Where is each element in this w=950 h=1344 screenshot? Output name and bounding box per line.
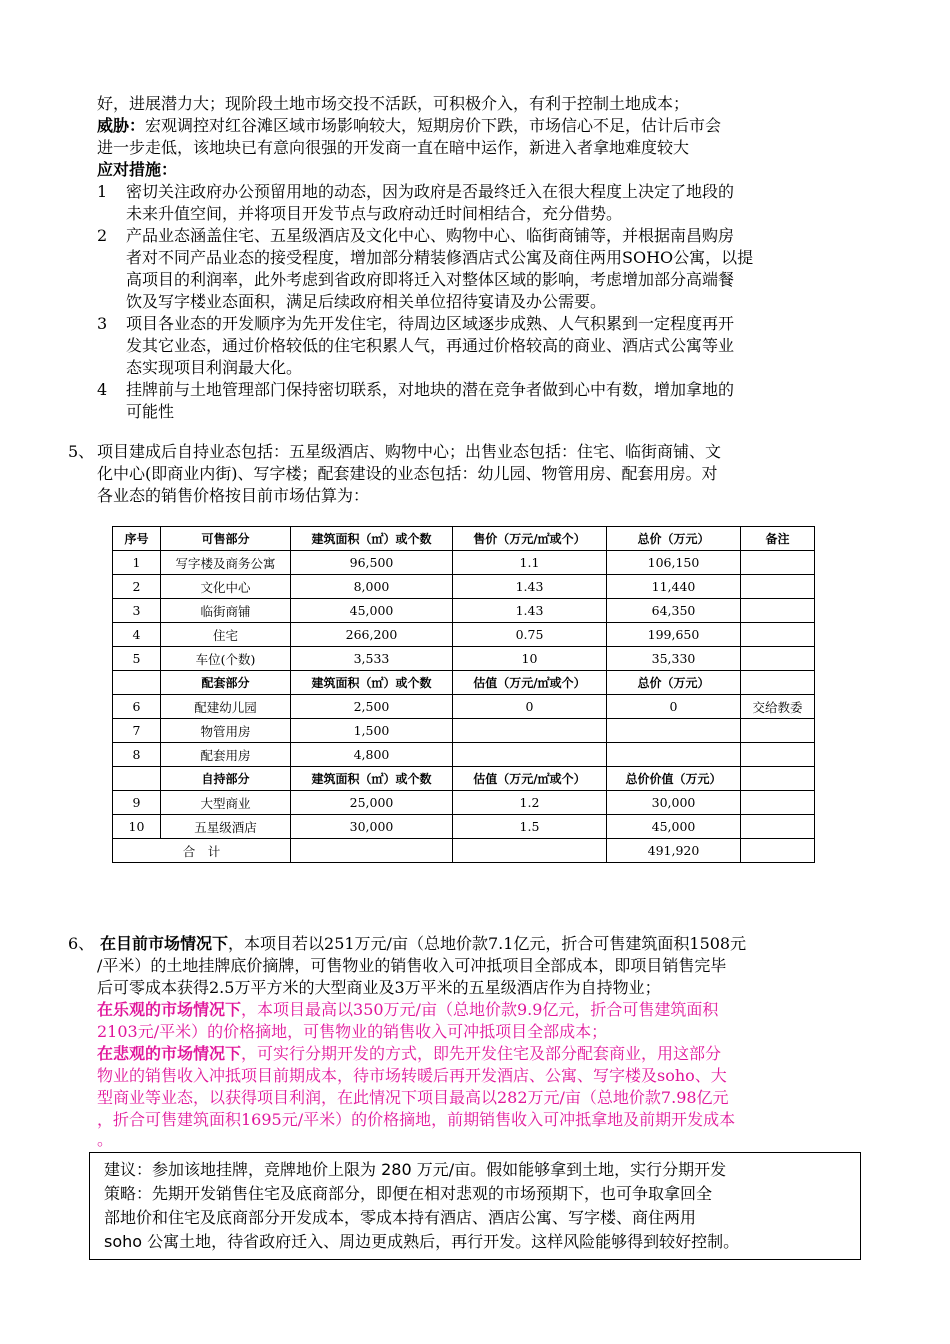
table-cell: 30,000 [607, 791, 741, 815]
table-cell: 五星级酒店 [161, 815, 291, 839]
table-cell [453, 743, 607, 767]
scenario-text: ，本项目最高以350万元/亩（总地价款9.9亿元，折合可售建筑面积 [241, 1000, 719, 1019]
list-item-line: 发其它业态，通过价格较低的住宅积累人气，再通过价格较高的商业、酒店式公寓等业 [126, 336, 735, 355]
table-cell: 1 [113, 551, 161, 575]
table-subheader-row [113, 671, 815, 695]
table-cell [741, 551, 815, 575]
text-line: 项目建成后自持业态包括：五星级酒店、购物中心；出售业态包括：住宅、临街商铺、文 [97, 442, 722, 461]
table-cell: 8,000 [291, 575, 453, 599]
table-cell: 9 [113, 791, 161, 815]
header-cell: 备注 [741, 527, 815, 551]
header-cell: 配套部分 [161, 671, 291, 695]
table-cell: 30,000 [291, 815, 453, 839]
text-line: /平米）的土地挂牌底价摘牌，可售物业的销售收入可冲抵项目全部成本，即项目销售完毕 [97, 956, 727, 975]
text-line [97, 1000, 718, 1020]
table-cell: 106,150 [607, 551, 741, 575]
header-cell: 可售部分 [161, 527, 291, 551]
table-cell: 物管用房 [161, 719, 291, 743]
threat-text: 宏观调控对红谷滩区域市场影响较大，短期房价下跌，市场信心不足，估计后市会 [145, 116, 722, 135]
table-cell [741, 647, 815, 671]
list-number: 3 [97, 314, 108, 333]
text-line: 物业的销售收入冲抵项目前期成本，待市场转暖后再开发酒店、公寓、写字楼及soho、大 [97, 1066, 727, 1085]
list-item-line: 项目各业态的开发顺序为先开发住宅，待周边区域逐步成熟、人气积累到一定程度再开 [126, 314, 735, 333]
table-cell [741, 719, 815, 743]
header-cell [113, 767, 161, 791]
table-subheader-row [113, 767, 815, 791]
table-cell [741, 815, 815, 839]
table-cell: 10 [453, 647, 607, 671]
list-item-line: 高项目的利润率，此外考虑到省政府即将迁入对整体区域的影响，考虑增加部分高端餐 [126, 270, 735, 289]
header-cell: 估值（万元/㎡或个） [453, 767, 607, 791]
suggestion-line: 建议：参加该地挂牌，竞牌地价上限为 280 万元/亩。假如能够拿到土地，实行分期开发 [104, 1160, 727, 1179]
table-row [113, 695, 815, 719]
header-cell: 总价（万元） [607, 527, 741, 551]
text-line [97, 116, 721, 136]
table-cell [607, 719, 741, 743]
suggestion-box [89, 1152, 861, 1260]
price-table [112, 526, 815, 863]
table-cell: 8 [113, 743, 161, 767]
table-cell: 2 [113, 575, 161, 599]
table-cell: 96,500 [291, 551, 453, 575]
list-item-line: 未来升值空间，并将项目开发节点与政府动迁时间相结合，充分借势。 [126, 204, 623, 223]
table-cell: 1.43 [453, 575, 607, 599]
table-cell: 7 [113, 719, 161, 743]
table-row [113, 815, 815, 839]
section-number: 5、 [68, 442, 95, 461]
table-cell [741, 575, 815, 599]
header-cell: 总价（万元） [607, 671, 741, 695]
list-item-line: 饮及写字楼业态面积，满足后续政府相关单位招待宴请及办公需要。 [126, 292, 607, 311]
table-cell: 1,500 [291, 719, 453, 743]
table-cell: 住宅 [161, 623, 291, 647]
table-row [113, 623, 815, 647]
suggestion-line: 部地价和住宅及底商部分开发成本，零成本持有酒店、酒店公寓、写字楼、商住两用 [104, 1208, 697, 1227]
header-cell [741, 671, 815, 695]
list-number: 4 [97, 380, 108, 399]
table-cell: 35,330 [607, 647, 741, 671]
text-line: 化中心(即商业内街)、写字楼；配套建设的业态包括：幼儿园、物管用房、配套用房。对 [97, 464, 718, 483]
header-cell: 售价（万元/㎡或个） [453, 527, 607, 551]
text-line: 2103元/平米）的价格摘地，可售物业的销售收入可冲抵项目全部成本； [97, 1022, 608, 1041]
list-item-line: 产品业态涵盖住宅、五星级酒店及文化中心、购物中心、临街商铺等，并根据南昌购房 [126, 226, 735, 245]
table-cell: 配建幼儿园 [161, 695, 291, 719]
scenario-text: ，本项目若以251万元/亩（总地价款7.1亿元，折合可售建筑面积1508元 [228, 934, 747, 953]
table-cell: 交给教委 [741, 695, 815, 719]
table-cell: 文化中心 [161, 575, 291, 599]
table-cell: 1.1 [453, 551, 607, 575]
table-cell [741, 623, 815, 647]
total-value: 491,920 [607, 839, 741, 863]
text-line: ，折合可售建筑面积1695元/平米）的价格摘地，前期销售收入可冲抵拿地及前期开发成本 [97, 1110, 736, 1129]
table-cell: 6 [113, 695, 161, 719]
table-cell: 1.2 [453, 791, 607, 815]
header-cell [741, 767, 815, 791]
table-cell: 64,350 [607, 599, 741, 623]
table-cell: 266,200 [291, 623, 453, 647]
header-cell: 自持部分 [161, 767, 291, 791]
table-header-row [113, 527, 815, 551]
text-line: 进一步走低，该地块已有意向很强的开发商一直在暗中运作，新进入者拿地难度较大 [97, 138, 690, 157]
table-cell: 0 [453, 695, 607, 719]
table-cell [607, 743, 741, 767]
total-label: 合 计 [113, 839, 291, 863]
table-cell: 3 [113, 599, 161, 623]
list-item-line: 可能性 [126, 402, 175, 421]
table-cell [291, 839, 453, 863]
suggestion-line: 策略：先期开发销售住宅及底商部分，即便在相对悲观的市场预期下，也可争取拿回全 [104, 1184, 713, 1203]
header-cell: 序号 [113, 527, 161, 551]
table-cell: 199,650 [607, 623, 741, 647]
table-cell [741, 839, 815, 863]
table-row [113, 791, 815, 815]
table-cell: 10 [113, 815, 161, 839]
table-cell: 11,440 [607, 575, 741, 599]
table-cell [453, 839, 607, 863]
table-cell: 配套用房 [161, 743, 291, 767]
text-line: 型商业等业态，以获得项目利润，在此情况下项目最高以282万元/亩（总地价款7.98亿元 [97, 1088, 729, 1107]
table-row [113, 575, 815, 599]
table-cell [453, 719, 607, 743]
text-line [97, 1044, 721, 1064]
list-item-line: 密切关注政府办公预留用地的动态，因为政府是否最终迁入在很大程度上决定了地段的 [126, 182, 735, 201]
table-cell: 0.75 [453, 623, 607, 647]
table-cell: 25,000 [291, 791, 453, 815]
table-cell [741, 599, 815, 623]
list-item-line: 态实现项目利润最大化。 [126, 358, 303, 377]
table-cell [741, 743, 815, 767]
table-cell: 45,000 [291, 599, 453, 623]
table-row [113, 599, 815, 623]
text-line: 好，进展潜力大；现阶段土地市场交投不活跃，可积极介入，有利于控制土地成本； [97, 94, 690, 113]
suggestion-line: soho 公寓土地，待省政府迁入、周边更成熟后，再行开发。这样风险能够得到较好控制。 [104, 1232, 740, 1251]
text-line: 后可零成本获得2.5万平方米的大型商业及3万平米的五星级酒店作为自持物业； [97, 978, 661, 997]
table-row [113, 551, 815, 575]
scenario-pessimistic: 在悲观的市场情况下 [97, 1044, 242, 1063]
table-cell: 大型商业 [161, 791, 291, 815]
table-cell: 写字楼及商务公寓 [161, 551, 291, 575]
table-cell: 1.43 [453, 599, 607, 623]
table-cell: 1.5 [453, 815, 607, 839]
table-cell: 车位(个数) [161, 647, 291, 671]
header-cell: 建筑面积（㎡）或个数 [291, 767, 453, 791]
text-line: 。 [97, 1130, 114, 1149]
list-number: 2 [97, 226, 108, 245]
table-cell: 45,000 [607, 815, 741, 839]
table-row [113, 743, 815, 767]
section-number: 6、 [68, 934, 95, 953]
scenario-text: ，可实行分期开发的方式，即先开发住宅及部分配套商业，用这部分 [241, 1044, 722, 1063]
table-cell: 2,500 [291, 695, 453, 719]
scenario-optimistic: 在乐观的市场情况下 [97, 1000, 242, 1019]
table-cell [741, 791, 815, 815]
table-total-row [113, 839, 815, 863]
table-row [113, 647, 815, 671]
list-number: 1 [97, 182, 108, 201]
table-cell: 0 [607, 695, 741, 719]
header-cell: 估值（万元/㎡或个） [453, 671, 607, 695]
header-cell: 建筑面积（㎡）或个数 [291, 671, 453, 695]
header-cell [113, 671, 161, 695]
text-line: 各业态的销售价格按目前市场估算为： [97, 486, 370, 505]
measures-title: 应对措施： [97, 160, 178, 179]
text-line [100, 934, 746, 954]
table-row [113, 719, 815, 743]
threat-label: 威胁： [97, 116, 146, 135]
list-item-line: 者对不同产品业态的接受程度，增加部分精装修酒店式公寓及商住两用SOHO公寓，以提 [126, 248, 754, 267]
header-cell: 总价价值（万元） [607, 767, 741, 791]
table-cell: 4,800 [291, 743, 453, 767]
table-cell: 3,533 [291, 647, 453, 671]
header-cell: 建筑面积（㎡）或个数 [291, 527, 453, 551]
table-cell: 临街商铺 [161, 599, 291, 623]
scenario-current: 在目前市场情况下 [100, 934, 229, 953]
list-item-line: 挂牌前与土地管理部门保持密切联系，对地块的潜在竞争者做到心中有数，增加拿地的 [126, 380, 735, 399]
table-cell: 4 [113, 623, 161, 647]
table-cell: 5 [113, 647, 161, 671]
